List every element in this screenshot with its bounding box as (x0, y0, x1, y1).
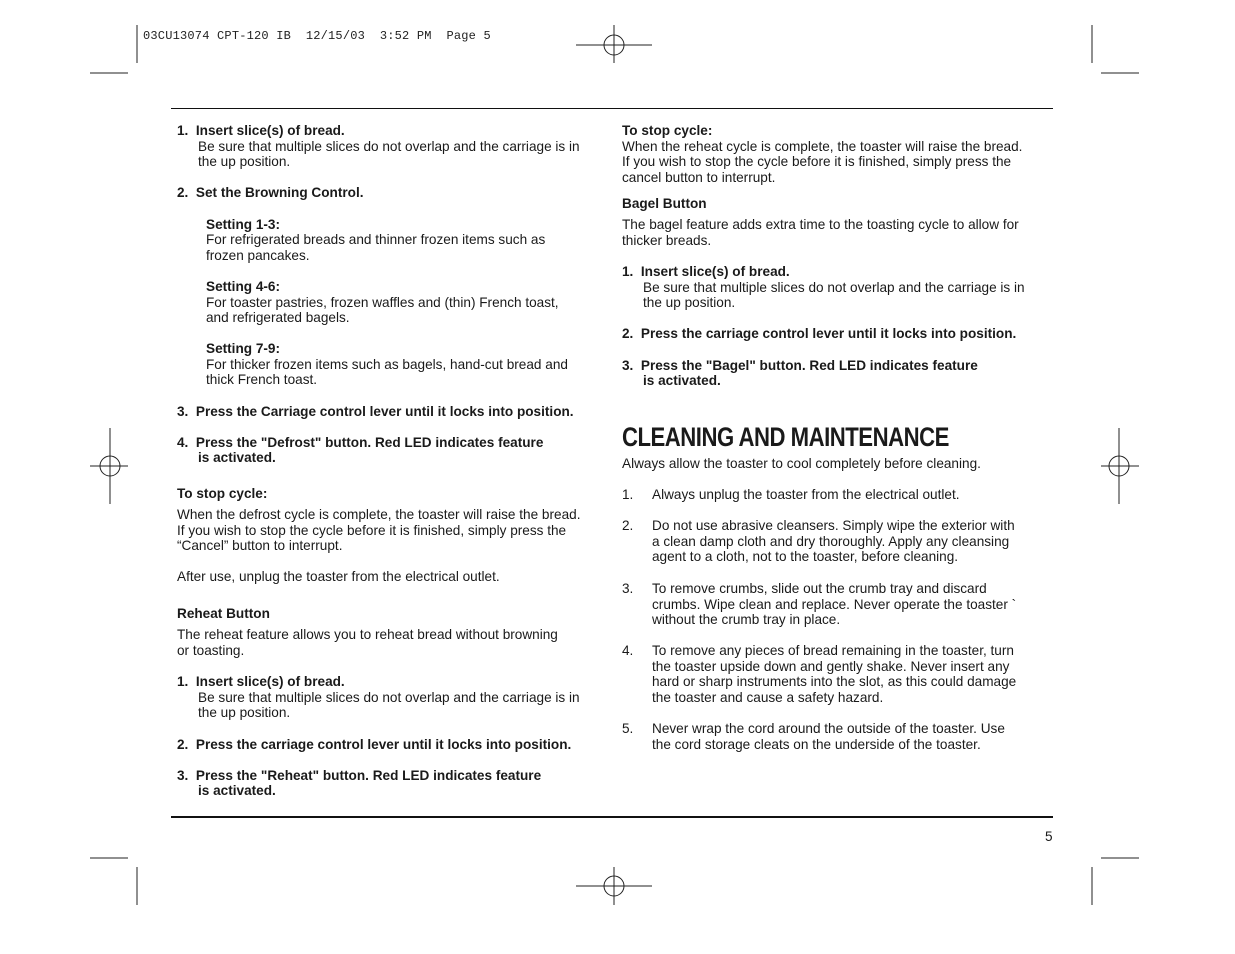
reheat-stop-line1: When the reheat cycle is complete, the toaster will raise the bread. (622, 139, 1023, 154)
step4-line2: is activated. (198, 450, 276, 465)
reheat-step3-line1: 3. Press the "Reheat" button. Red LED indicates feature (177, 768, 542, 783)
bagel-step3-line1: 3. Press the "Bagel" button. Red LED indicates feature (622, 358, 978, 373)
item-line: a clean damp cloth and dry thoroughly. Apply any cleansing (652, 533, 1010, 549)
reheat-step1-line1: Be sure that multiple slices do not overlap and the carriage is in (198, 690, 580, 705)
item-number: 1. (622, 487, 634, 502)
print-slug: 03CU13074 CPT-120 IB 12/15/03 3:52 PM Page 5 (143, 29, 491, 43)
setting-7-9-title: Setting 7-9: (206, 341, 281, 356)
cleaning-item-2 (622, 518, 1015, 565)
bagel-line2: thicker breads. (622, 233, 712, 248)
setting-1-3-line1: For refrigerated breads and thinner frozen items such as (206, 232, 546, 247)
reheat-stop-line2: If you wish to stop the cycle before it is finished, simply press the (622, 154, 1012, 169)
registration-mark-bottom (576, 867, 652, 905)
bagel-step1-title: 1. Insert slice(s) of bread. (622, 264, 790, 279)
registration-mark-left (90, 428, 128, 504)
step1-body-line1: Be sure that multiple slices do not overlap and the carriage is in (198, 139, 580, 154)
step1-title: 1. Insert slice(s) of bread. (177, 123, 345, 138)
page-number: 5 (1045, 829, 1053, 844)
reheat-line1: The reheat feature allows you to reheat bread without browning (177, 627, 558, 642)
item-line: the cord storage cleats on the underside of the toaster. (652, 736, 981, 752)
item-line: Always unplug the toaster from the electrical outlet. (652, 487, 960, 502)
item-line: Never wrap the cord around the outside of the toaster. Use (652, 721, 1005, 736)
item-line: To remove any pieces of bread remaining in the toaster, turn (652, 643, 1014, 658)
after-use: After use, unplug the toaster from the electrical outlet. (177, 569, 500, 584)
item-line: the toaster and cause a safety hazard. (652, 689, 884, 705)
registration-mark-top (576, 25, 652, 63)
cleaning-item-3 (622, 581, 1016, 628)
item-line: hard or sharp instruments into the slot, as this could damage (652, 674, 1017, 690)
cleaning-item-5 (622, 721, 1005, 752)
setting-4-6-line1: For toaster pastries, frozen waffles and (thin) French toast, (206, 295, 559, 310)
step4-line1: 4. Press the "Defrost" button. Red LED indicates feature (177, 435, 544, 450)
setting-7-9-line1: For thicker frozen items such as bagels, hand-cut bread and (206, 357, 568, 372)
stop-cycle-line1: When the defrost cycle is complete, the toaster will raise the bread. (177, 507, 581, 522)
reheat-step1-line2: the up position. (198, 705, 291, 720)
reheat-step3-line2: is activated. (198, 783, 276, 798)
registration-mark-right (1101, 428, 1139, 504)
top-rule (171, 108, 1053, 109)
stop-cycle-line3: “Cancel” button to interrupt. (177, 538, 343, 553)
item-number: 2. (622, 518, 634, 533)
reheat-step1-title: 1. Insert slice(s) of bread. (177, 674, 345, 689)
item-number: 4. (622, 643, 634, 658)
reheat-stop-line3: cancel button to interrupt. (622, 170, 776, 185)
bottom-rule (171, 816, 1053, 818)
setting-1-3-title: Setting 1-3: (206, 217, 281, 232)
cleaning-intro: Always allow the toaster to cool completely before cleaning. (622, 456, 981, 471)
step1-body-line2: the up position. (198, 154, 291, 169)
reheat-line2: or toasting. (177, 643, 245, 658)
item-line: without the crumb tray in place. (652, 612, 841, 628)
cleaning-item-1 (622, 487, 960, 503)
reheat-step2: 2. Press the carriage control lever until it locks into position. (177, 737, 572, 752)
item-line: Do not use abrasive cleansers. Simply wipe the exterior with (652, 518, 1015, 533)
bagel-step3-line2: is activated. (643, 373, 721, 388)
item-line: agent to a cloth, not to the toaster, before cleaning. (652, 549, 959, 565)
bagel-step1-line1: Be sure that multiple slices do not overlap and the carriage is in (643, 280, 1025, 295)
reheat-stop-title: To stop cycle: (622, 123, 713, 138)
item-number: 3. (622, 581, 634, 596)
item-line: the toaster upside down and gently shake. Never insert any (652, 658, 1010, 674)
bagel-title: Bagel Button (622, 196, 707, 211)
bagel-step1-line2: the up position. (643, 295, 736, 310)
setting-4-6-line2: and refrigerated bagels. (206, 310, 350, 325)
reheat-title: Reheat Button (177, 606, 270, 621)
step2-title: 2. Set the Browning Control. (177, 185, 364, 200)
cleaning-item-4 (622, 643, 1016, 705)
bagel-line1: The bagel feature adds extra time to the toasting cycle to allow for (622, 217, 1019, 232)
section-heading: CLEANING AND MAINTENANCE (622, 422, 949, 452)
item-line: To remove crumbs, slide out the crumb tray and discard (652, 581, 987, 596)
stop-cycle-title: To stop cycle: (177, 486, 268, 501)
item-number: 5. (622, 721, 634, 736)
bagel-step2: 2. Press the carriage control lever until it locks into position. (622, 326, 1017, 341)
stop-cycle-line2: If you wish to stop the cycle before it is finished, simply press the (177, 523, 567, 538)
setting-4-6-title: Setting 4-6: (206, 279, 281, 294)
step3: 3. Press the Carriage control lever until it locks into position. (177, 404, 574, 419)
item-line: crumbs. Wipe clean and replace. Never operate the toaster ` (652, 596, 1017, 612)
setting-7-9-line2: thick French toast. (206, 372, 318, 387)
setting-1-3-line2: frozen pancakes. (206, 248, 310, 263)
